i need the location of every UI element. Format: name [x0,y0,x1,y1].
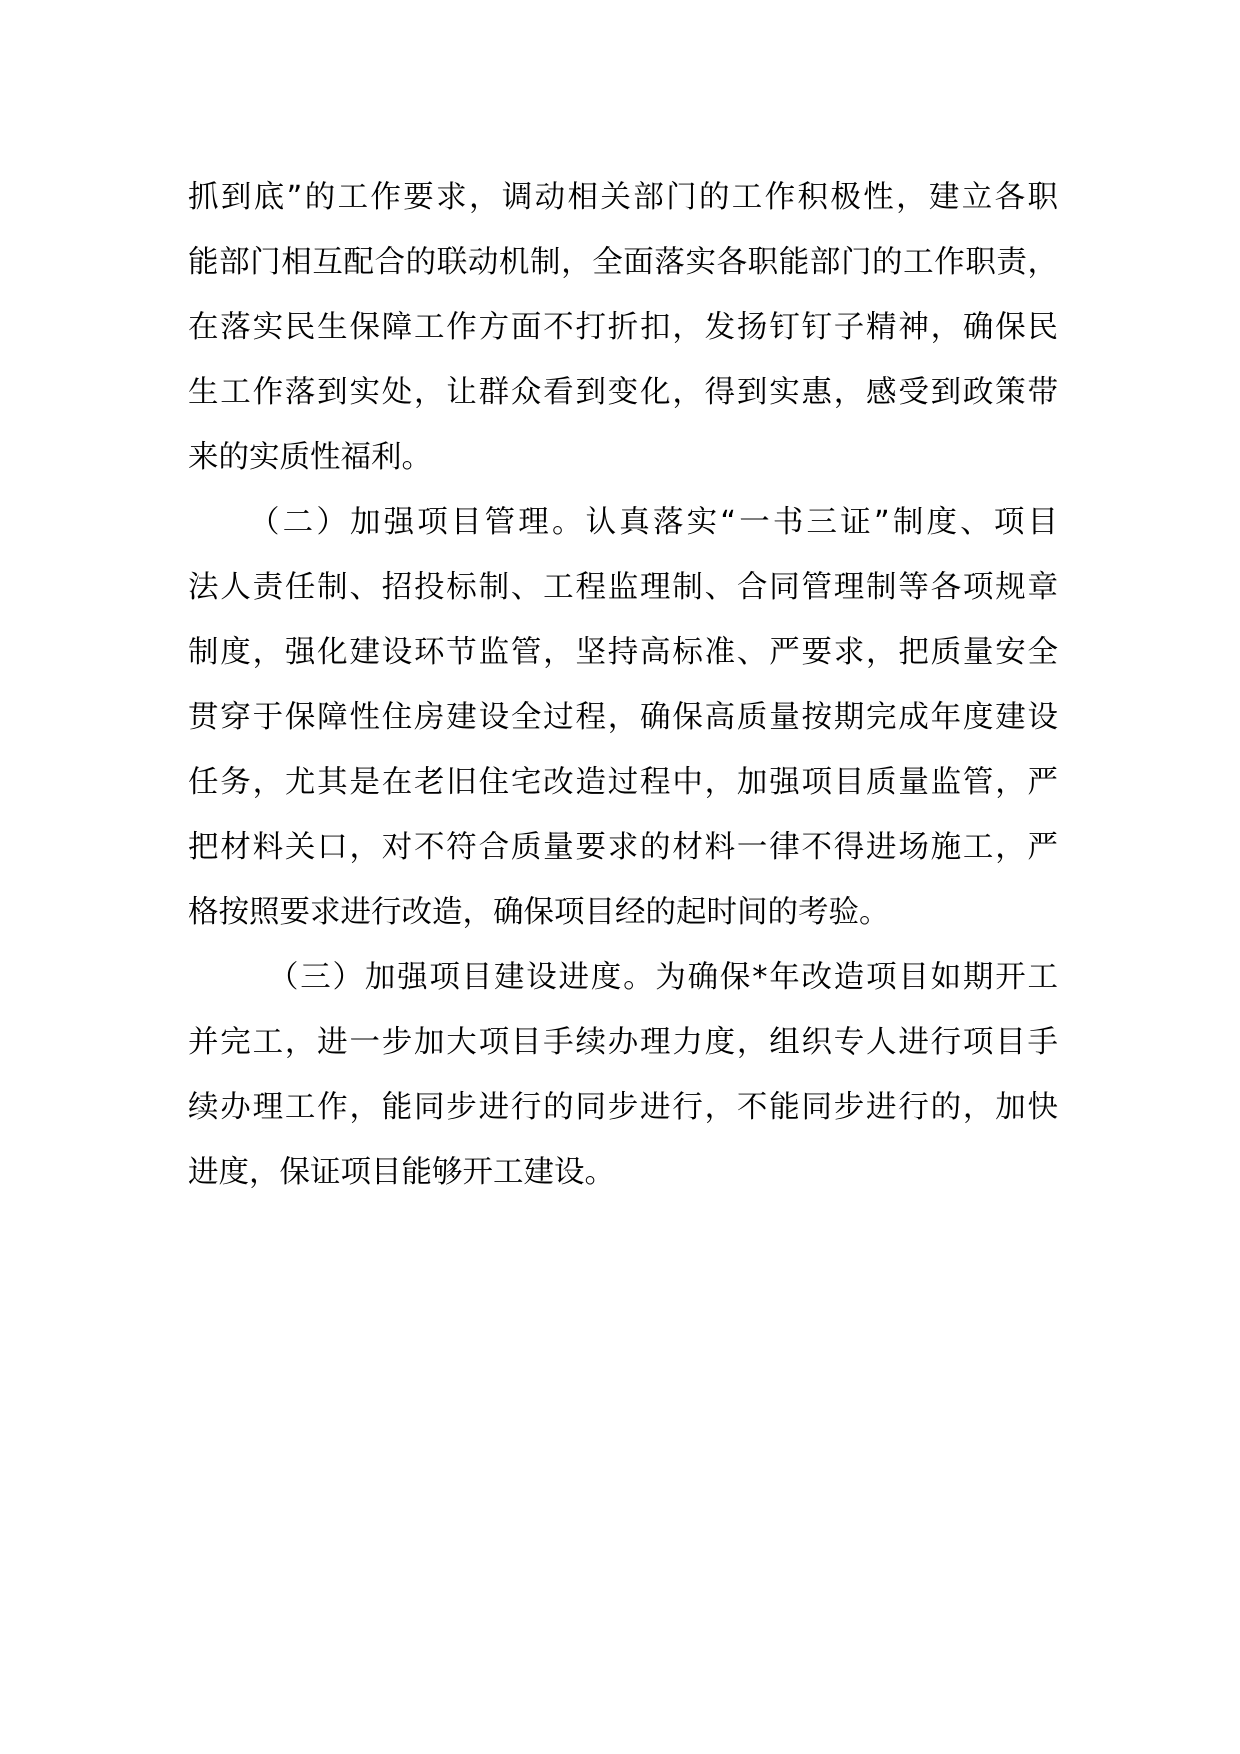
text-line: 并完工，进一步加大项目手续办理力度，组织专人进行项目手 [188,1025,1058,1060]
paragraph-construction-progress [188,945,1058,1205]
text-line: （三）加强项目建设进度。为确保*年改造项目如期开工 [268,960,1058,995]
text-line: 制度，强化建设环节监管，坚持高标准、严要求，把质量安全 [188,635,1058,670]
text-line: 生工作落到实处，让群众看到变化，得到实惠，感受到政策带 [188,375,1058,410]
text-line: 在落实民生保障工作方面不打折扣，发扬钉钉子精神，确保民 [188,310,1058,345]
text-line: 法人责任制、招投标制、工程监理制、合同管理制等各项规章 [188,570,1058,605]
document-body [188,165,1058,1205]
text-line: 格按照要求进行改造，确保项目经的起时间的考验。 [188,895,890,930]
text-line: 贯穿于保障性住房建设全过程，确保高质量按期完成年度建设 [188,700,1058,735]
paragraph-continued [188,165,1058,490]
text-line: 续办理工作，能同步进行的同步进行，不能同步进行的，加快 [188,1090,1058,1125]
text-line: 能部门相互配合的联动机制，全面落实各职能部门的工作职责， [188,245,1058,280]
text-line: 来的实质性福利。 [188,440,432,475]
text-line: （二）加强项目管理。认真落实“一书三证”制度、项目 [249,505,1058,540]
text-line: 任务，尤其是在老旧住宅改造过程中，加强项目质量监管，严 [188,765,1058,800]
text-line: 把材料关口，对不符合质量要求的材料一律不得进场施工，严 [188,830,1058,865]
paragraph-project-management [188,490,1058,945]
text-line: 进度，保证项目能够开工建设。 [188,1155,615,1190]
text-line: 抓到底”的工作要求，调动相关部门的工作积极性，建立各职 [188,180,1058,215]
